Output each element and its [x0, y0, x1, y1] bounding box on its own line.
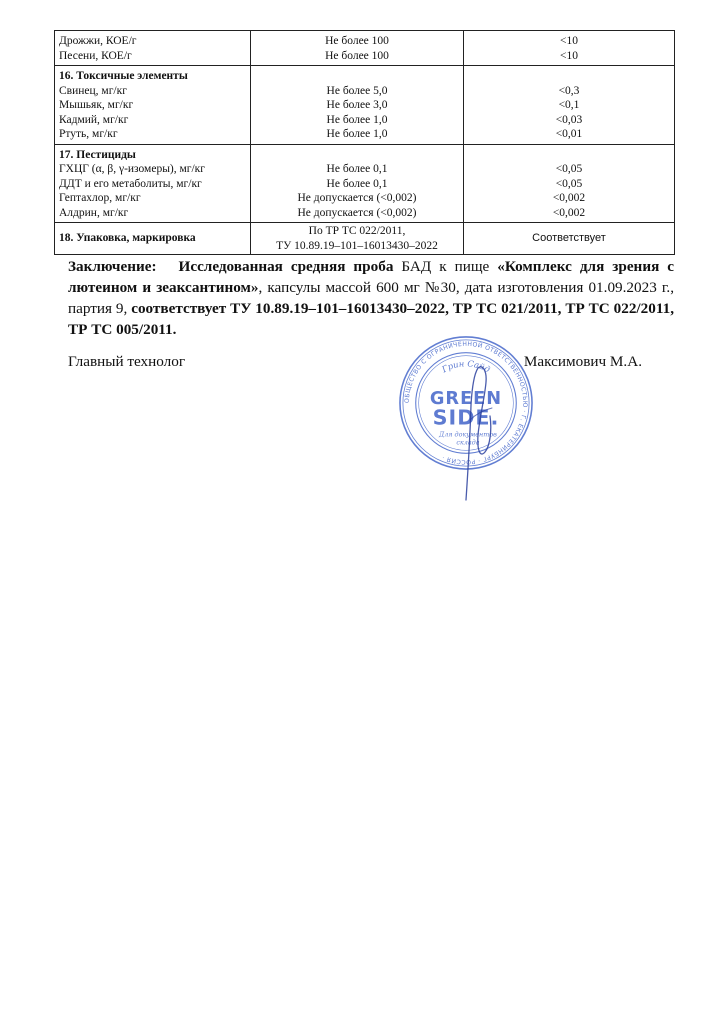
result-cell — [464, 31, 675, 66]
result-cell — [464, 144, 675, 223]
result-value: <10 — [560, 35, 578, 47]
norm-value: Не допускается (<0,002) — [297, 206, 417, 219]
param-label: ДДТ и его метаболиты, мг/кг — [59, 177, 202, 190]
result-value: <0,3 — [558, 84, 580, 97]
product-name: «Комплекс для зрения с лютеином и зеаксантином» — [68, 258, 675, 296]
handwritten-signature — [440, 360, 520, 510]
param-label: Кадмий, мг/кг — [59, 113, 129, 126]
norm-value: Не более 5,0 — [326, 84, 388, 97]
table-row-toxic-elements — [55, 66, 675, 145]
norm-value: Не более 3,0 — [326, 99, 388, 111]
stamp-top-text: Грин Сайд — [440, 358, 492, 375]
norm-cell — [251, 223, 464, 255]
conclusion-subject: Исследованная средняя проба — [178, 258, 394, 275]
norm-value: Не допускается (<0,002) — [297, 192, 417, 204]
result-value: <0,05 — [555, 177, 583, 190]
conclusion-paragraph — [68, 256, 674, 340]
stamp-logo-line2: SIDE. — [432, 405, 500, 430]
norm-value: Не более 100 — [325, 49, 389, 62]
result-value: <0,002 — [552, 206, 586, 219]
stamp-small-line2: склада — [456, 438, 480, 447]
param-label: Песени, КОЕ/г — [59, 49, 132, 62]
result-cell: Соответствует — [464, 223, 675, 255]
norm-cell — [251, 66, 464, 145]
param-label: Свинец, мг/кг — [59, 84, 127, 97]
conclusion-label: Заключение: — [68, 258, 157, 275]
table-row-packaging — [55, 223, 675, 255]
section-title: 17. Пестициды — [59, 148, 136, 161]
result-value: <0,002 — [552, 192, 586, 204]
table-row-pesticides — [55, 144, 675, 223]
norm-value: ТУ 10.89.19–101–16013430–2022 — [276, 239, 438, 252]
norm-value: Не более 0,1 — [326, 163, 388, 175]
param-label: Ртуть, мг/кг — [59, 128, 118, 140]
conclusion-text: БАД к пище — [393, 258, 498, 275]
test-results-table — [54, 30, 675, 255]
param-label: Алдрин, мг/кг — [59, 206, 129, 219]
stamp-ring-text: ОБЩЕСТВО С ОГРАНИЧЕННОЙ ОТВЕТСТВЕННОСТЬЮ · Г. ЕКАТЕРИНБУРГ · РОССИЯ · — [403, 340, 529, 466]
param-cell — [55, 31, 251, 66]
result-value: <0,05 — [555, 163, 583, 175]
stamp-small-line1: Для документов — [439, 430, 497, 439]
signer-name: Максимович М.А. — [523, 353, 642, 370]
conclusion-text: , капсулы массой 600 мг №30, дата изготовления 01.09.2023 г., партия 9, — [68, 279, 674, 317]
result-cell — [464, 66, 675, 145]
param-cell: 18. Упаковка, маркировка — [55, 223, 251, 255]
result-value: <0,01 — [555, 128, 583, 140]
stamp-logo-line1: GREEN — [429, 388, 503, 409]
param-cell — [55, 144, 251, 223]
norm-value: Не более 100 — [325, 35, 389, 47]
result-value: <10 — [560, 49, 578, 62]
norm-value: Не более 1,0 — [326, 113, 388, 126]
param-label: Дрожжи, КОЕ/г — [59, 35, 137, 47]
param-label: Мышьяк, мг/кг — [59, 99, 134, 111]
norm-value: Не более 1,0 — [326, 128, 388, 140]
section-title: 16. Токсичные элементы — [59, 70, 188, 82]
norm-value: По ТР ТС 022/2011, — [308, 225, 406, 237]
table-row-yeast — [55, 31, 675, 66]
signer-position: Главный технолог — [68, 353, 186, 370]
norm-cell — [251, 144, 464, 223]
result-value: <0,03 — [555, 113, 583, 126]
norm-cell — [251, 31, 464, 66]
param-label: ГХЦГ (α, β, γ-изомеры), мг/кг — [59, 163, 205, 175]
param-label: Гептахлор, мг/кг — [59, 192, 141, 204]
param-cell — [55, 66, 251, 145]
result-value: <0,1 — [558, 99, 580, 111]
norm-value: Не более 0,1 — [326, 177, 388, 190]
conclusion-verdict: соответствует ТУ 10.89.19–101–16013430–2022, ТР ТС 021/2011, ТР ТС 022/2011, ТР ТС 005/2011. — [68, 300, 674, 338]
